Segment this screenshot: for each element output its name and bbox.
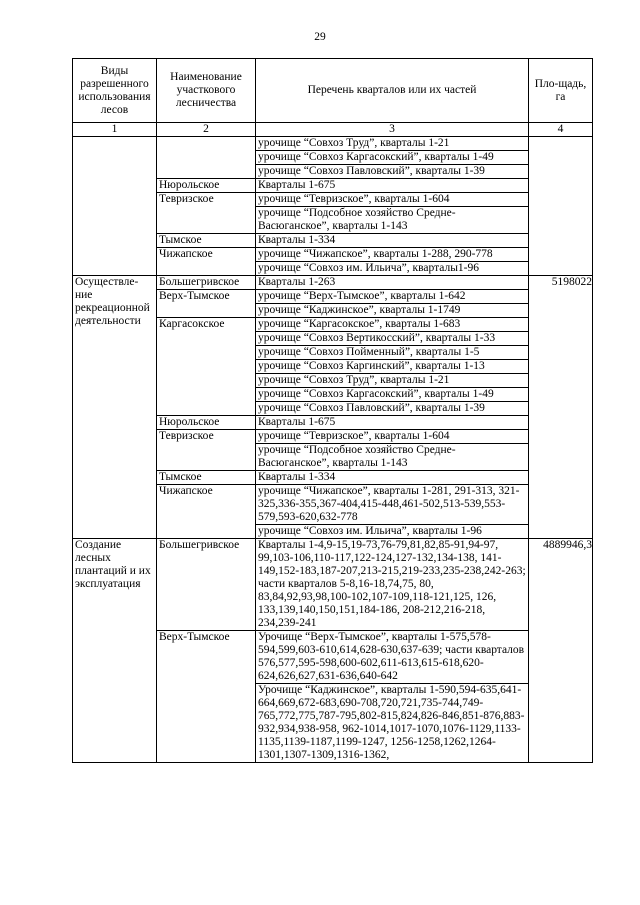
quarters-cell: Кварталы 1-4,9-15,19-73,76-79,81,82,85-91,94-97, 99,103-106,110-117,122-124,127-132,134-138, 141-149,152-183,187-207,213-215,219-233,235-238,242-263; части кварталов 5-8,16-18,74,75, 80, 83,84,92,93,98,100-102,107-109,118-121,125, 126, 133,139,140,150,151,184-186, 208-212,216-218, 234,239-241 bbox=[256, 539, 529, 631]
quarters-cell: урочище “Тевризское”, кварталы 1-604 bbox=[256, 193, 529, 207]
quarters-cell: урочище “Верх-Тымское”, кварталы 1-642 bbox=[256, 290, 529, 304]
table-body bbox=[73, 137, 593, 763]
column-number-row bbox=[73, 123, 593, 137]
header-forestry: Наименование участкового лесничества bbox=[157, 59, 256, 123]
quarters-cell: урочище “Совхоз Труд”, кварталы 1-21 bbox=[256, 137, 529, 151]
usage-type-cell: Осуществле-ние рекреационной деятельности bbox=[73, 276, 157, 539]
quarters-cell: урочище “Подсобное хозяйство Средне-Васюганское”, кварталы 1-143 bbox=[256, 444, 529, 471]
quarters-cell: Кварталы 1-263 bbox=[256, 276, 529, 290]
forestry-cell: Нюрольское bbox=[157, 416, 256, 430]
table-row bbox=[73, 137, 593, 151]
quarters-cell: Кварталы 1-334 bbox=[256, 471, 529, 485]
forestry-cell bbox=[157, 137, 256, 179]
quarters-cell: урочище “Каджинское”, кварталы 1-1749 bbox=[256, 304, 529, 318]
usage-type-cell: Создание лесных плантаций и их эксплуатация bbox=[73, 539, 157, 763]
forestry-cell: Тымское bbox=[157, 471, 256, 485]
quarters-cell: урочище “Каргасокское”, кварталы 1-683 bbox=[256, 318, 529, 332]
quarters-cell: урочище “Подсобное хозяйство Средне-Васюганское”, кварталы 1-143 bbox=[256, 207, 529, 234]
forestry-cell: Тевризское bbox=[157, 193, 256, 234]
quarters-cell: урочище “Совхоз им. Ильича”, кварталы 1-96 bbox=[256, 525, 529, 539]
forestry-cell: Каргасокское bbox=[157, 318, 256, 416]
quarters-cell: урочище “Чижапское”, кварталы 1-281, 291-313, 321-325,336-355,367-404,415-448,461-502,513-539,553-579,593-620,632-778 bbox=[256, 485, 529, 525]
area-cell: 5198022 bbox=[529, 276, 593, 539]
table-row bbox=[73, 539, 593, 631]
column-number: 4 bbox=[529, 123, 593, 137]
area-cell bbox=[529, 137, 593, 276]
forestry-cell: Тымское bbox=[157, 234, 256, 248]
forestry-cell: Большегривское bbox=[157, 539, 256, 631]
forestry-cell: Верх-Тымское bbox=[157, 290, 256, 318]
quarters-cell: Урочище “Верх-Тымское”, кварталы 1-575,578-594,599,603-610,614,628-630,637-639; части кварталов 576,577,595-598,600-602,611-613,615-618,620-624,626,627,631-636,640-642 bbox=[256, 631, 529, 684]
header-quarters: Перечень кварталов или их частей bbox=[256, 59, 529, 123]
area-cell: 4889946,3 bbox=[529, 539, 593, 763]
forestry-cell: Чижапское bbox=[157, 485, 256, 539]
quarters-cell: урочище “Совхоз Каргинский”, кварталы 1-13 bbox=[256, 360, 529, 374]
quarters-cell: урочище “Совхоз Каргасокский”, кварталы 1-49 bbox=[256, 388, 529, 402]
quarters-cell: урочище “Тевризское”, кварталы 1-604 bbox=[256, 430, 529, 444]
header-area: Пло-щадь, га bbox=[529, 59, 593, 123]
quarters-cell: урочище “Совхоз Пойменный”, кварталы 1-5 bbox=[256, 346, 529, 360]
quarters-cell: урочище “Совхоз Каргасокский”, кварталы 1-49 bbox=[256, 151, 529, 165]
forestry-cell: Нюрольское bbox=[157, 179, 256, 193]
quarters-cell: урочище “Совхоз Павловский”, кварталы 1-39 bbox=[256, 402, 529, 416]
quarters-cell: Кварталы 1-334 bbox=[256, 234, 529, 248]
quarters-cell: Урочище “Каджинское”, кварталы 1-590,594-635,641- 664,669,672-683,690-708,720,721,735-744,749-765,772,775,787-795,802-815,824,826-846,851-876,883-932,934,938-958, 962-1014,1017-1070,1076-1129,1133-1135,1139-1187,1199-1247, 1256-1258,1262,1264-1301,1307-1309,1316-1362, bbox=[256, 684, 529, 763]
forest-use-table bbox=[72, 58, 592, 763]
quarters-cell: урочище “Чижапское”, кварталы 1-288, 290-778 bbox=[256, 248, 529, 262]
table-row bbox=[73, 276, 593, 290]
column-number: 3 bbox=[256, 123, 529, 137]
header-usage-type: Виды разрешенного использования лесов bbox=[73, 59, 157, 123]
column-number: 1 bbox=[73, 123, 157, 137]
usage-type-cell bbox=[73, 137, 157, 276]
quarters-cell: урочище “Совхоз Вертикосский”, кварталы 1-33 bbox=[256, 332, 529, 346]
table-header-row bbox=[73, 59, 593, 123]
quarters-cell: урочище “Совхоз им. Ильича”, кварталы1-96 bbox=[256, 262, 529, 276]
forestry-cell: Тевризское bbox=[157, 430, 256, 471]
quarters-cell: урочище “Совхоз Труд”, кварталы 1-21 bbox=[256, 374, 529, 388]
column-number: 2 bbox=[157, 123, 256, 137]
quarters-cell: Кварталы 1-675 bbox=[256, 416, 529, 430]
quarters-cell: урочище “Совхоз Павловский”, кварталы 1-39 bbox=[256, 165, 529, 179]
forestry-cell: Верх-Тымское bbox=[157, 631, 256, 763]
page-number: 29 bbox=[314, 31, 326, 43]
quarters-cell: Кварталы 1-675 bbox=[256, 179, 529, 193]
forestry-cell: Чижапское bbox=[157, 248, 256, 276]
forestry-cell: Большегривское bbox=[157, 276, 256, 290]
